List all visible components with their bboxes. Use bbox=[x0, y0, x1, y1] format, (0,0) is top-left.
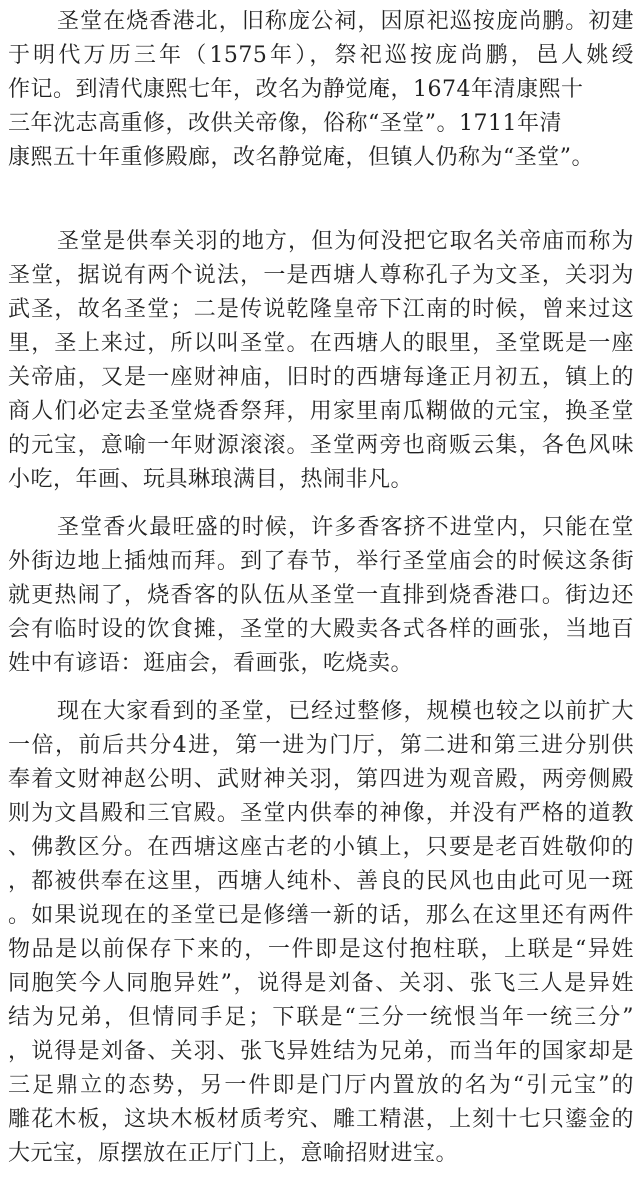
text-line: 武圣，故名圣堂；二是传说乾隆皇帝下江南的时候，曾来过这 bbox=[8, 297, 634, 322]
text-line: 同胞笑今人同胞异姓”，说得是刘备、关羽、张飞三人是异姓 bbox=[8, 971, 634, 996]
text-line: 圣堂是供奉关羽的地方，但为何没把它取名关帝庙而称为 bbox=[57, 229, 634, 254]
text-line: 三年沈志高重修，改供关帝像，俗称“圣堂”。1711年清 bbox=[8, 111, 562, 136]
text-line: 圣堂在烧香港北，旧称庞公祠，因原祀巡按庞尚鹏。初建 bbox=[57, 9, 634, 34]
text-line: 、佛教区分。在西塘这座古老的小镇上，只要是老百姓敬仰的 bbox=[8, 835, 634, 860]
text-line: 商人们必定去圣堂烧香祭拜，用家里南瓜糊做的元宝，换圣堂 bbox=[8, 399, 634, 424]
text-line: 于明代万历三年（1575年），祭祀巡按庞尚鹏，邑人姚绶 bbox=[8, 43, 634, 68]
text-line: 外街边地上插烛而拜。到了春节，举行圣堂庙会的时候这条街 bbox=[8, 549, 634, 574]
text-line: 姓中有谚语：逛庙会，看画张，吃烧卖。 bbox=[8, 651, 414, 676]
text-line: 结为兄弟，但情同手足；下联是“三分一统恨当年一统三分” bbox=[8, 1005, 634, 1030]
text-line: ，说得是刘备、关羽、张飞异姓结为兄弟，而当年的国家却是 bbox=[8, 1039, 634, 1064]
text-line: 雕花木板，这块木板材质考究、雕工精湛，上刻十七只鎏金的 bbox=[8, 1107, 634, 1132]
text-line: 一倍，前后共分4进，第一进为门厅，第二进和第三进分别供 bbox=[8, 733, 634, 758]
text-line: 圣堂，据说有两个说法，一是西塘人尊称孔子为文圣，关羽为 bbox=[8, 263, 634, 288]
text-line: 里，圣上来过，所以叫圣堂。在西塘人的眼里，圣堂既是一座 bbox=[8, 331, 634, 356]
text-line: 圣堂香火最旺盛的时候，许多香客挤不进堂内，只能在堂 bbox=[57, 515, 634, 540]
text-line: 。如果说现在的圣堂已是修缮一新的话，那么在这里还有两件 bbox=[8, 903, 634, 928]
text-line: 会有临时设的饮食摊，圣堂的大殿卖各式各样的画张，当地百 bbox=[8, 617, 634, 642]
text-line: 现在大家看到的圣堂，已经过整修，规模也较之以前扩大 bbox=[57, 699, 634, 724]
text-line: 则为文昌殿和三官殿。圣堂内供奉的神像，并没有严格的道教 bbox=[8, 801, 634, 826]
text-line: 作记。到清代康熙七年，改名为静觉庵，1674年清康熙十 bbox=[8, 77, 584, 102]
text-line: 就更热闹了，烧香客的队伍从圣堂一直排到烧香港口。街边还 bbox=[8, 583, 634, 608]
text-line: 小吃，年画、玩具琳琅满目，热闹非凡。 bbox=[8, 467, 414, 492]
text-line: 关帝庙，又是一座财神庙，旧时的西塘每逢正月初五，镇上的 bbox=[8, 365, 634, 390]
text-line: 物品是以前保存下来的，一件即是这付抱柱联，上联是“异姓 bbox=[8, 937, 634, 962]
text-line: 三足鼎立的态势，另一件即是门厅内置放的名为“引元宝”的 bbox=[8, 1073, 634, 1098]
text-line: 奉着文财神赵公明、武财神关羽，第四进为观音殿，两旁侧殿 bbox=[8, 767, 634, 792]
text-line: ，都被供奉在这里，西塘人纯朴、善良的民风也由此可见一斑 bbox=[8, 869, 634, 894]
text-line: 康熙五十年重修殿廊，改名静觉庵，但镇人仍称为“圣堂”。 bbox=[8, 145, 594, 170]
text-line: 大元宝，原摆放在正厅门上，意喻招财进宝。 bbox=[8, 1141, 459, 1166]
text-line: 的元宝，意喻一年财源滚滚。圣堂两旁也商贩云集，各色风味 bbox=[8, 433, 634, 458]
